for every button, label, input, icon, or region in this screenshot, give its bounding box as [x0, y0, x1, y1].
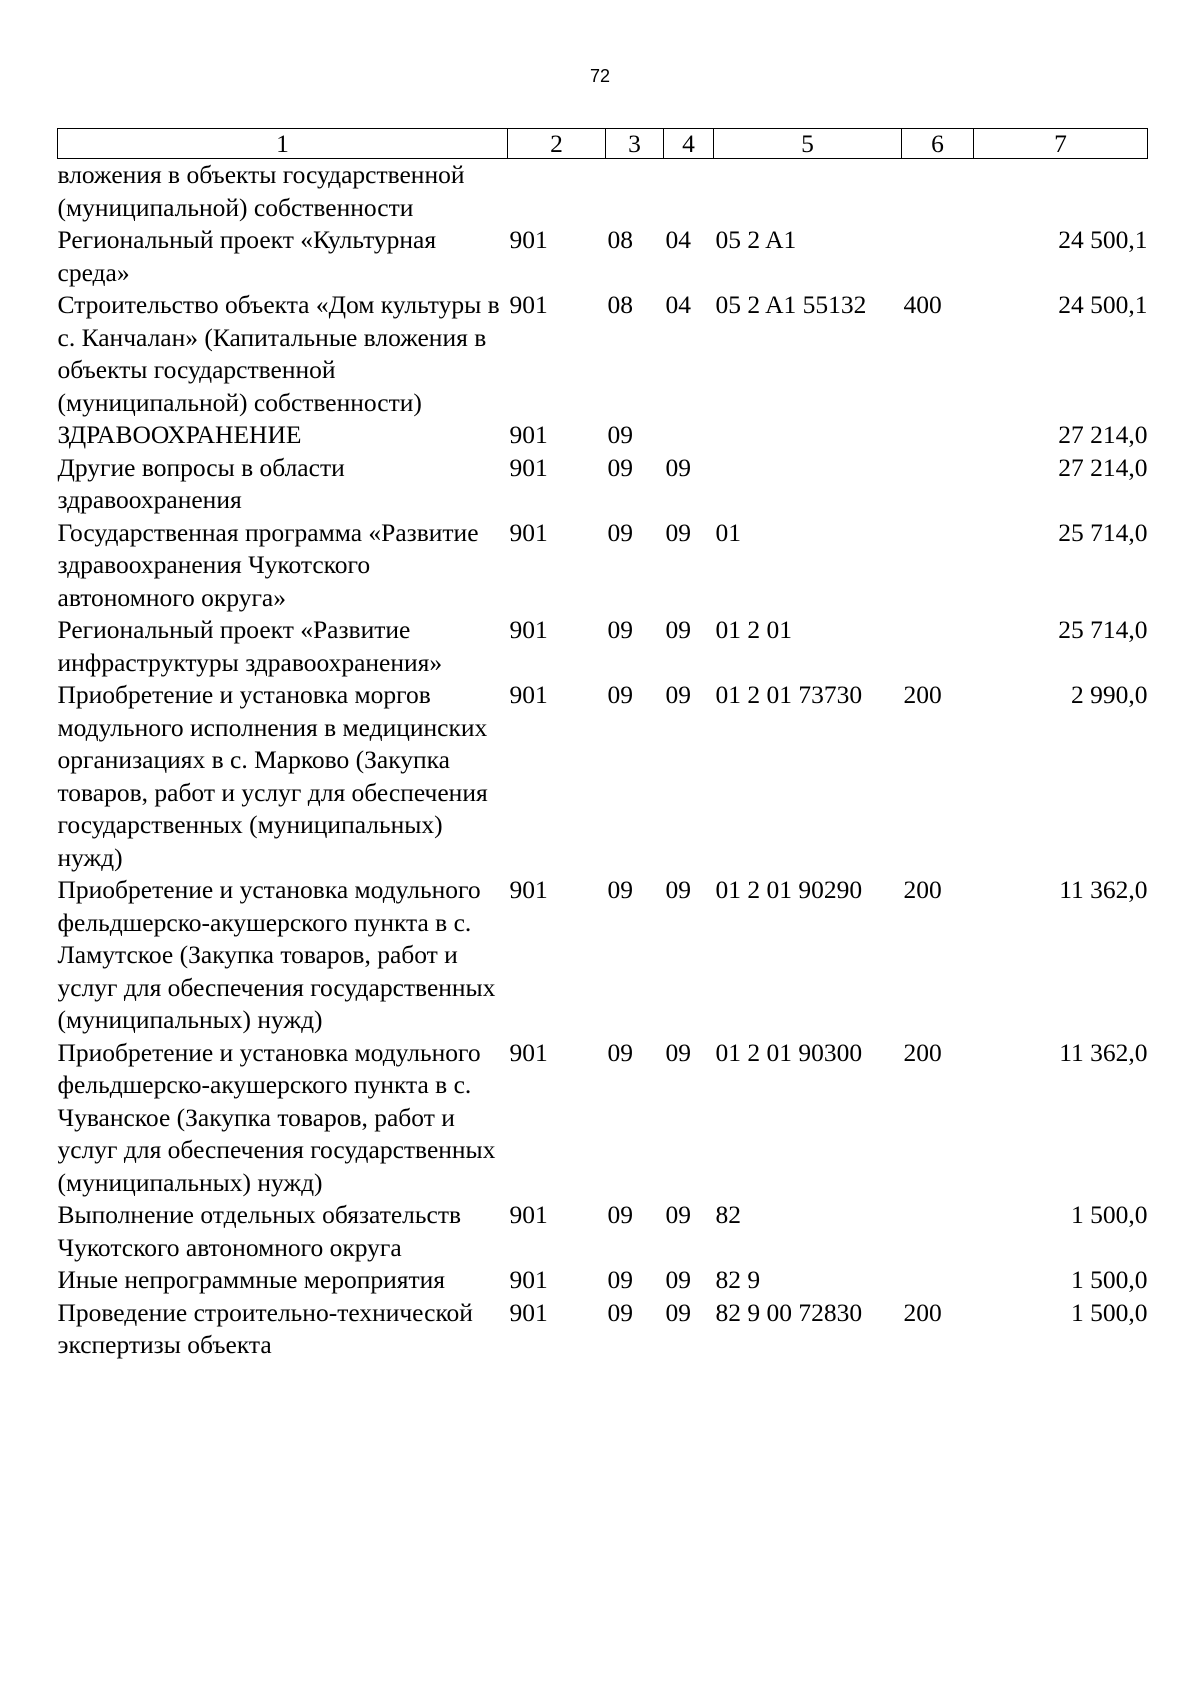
row-expense-type: 200 [903, 875, 942, 904]
row-name-cell: Приобретение и установка моргов модульного исполнения в медицинских организациях в с. Марково (Закупка товаров, работ и услуг для обеспечения государственных (муниципальных) нужд) [57, 680, 488, 872]
row-amount: 11 362,0 [1059, 1037, 1148, 1067]
table-row [58, 452, 1148, 517]
row-ministry-code: 901 [509, 225, 548, 254]
row-amount: 24 500,1 [1058, 225, 1148, 254]
table-row [58, 679, 1148, 874]
table-row [58, 517, 1148, 615]
row-ministry-code [508, 159, 606, 225]
row-section-code: 09 [607, 615, 633, 644]
row-section-code: 09 [607, 680, 633, 709]
row-expense-type: 200 [903, 1037, 942, 1067]
row-amount: 1 500,0 [1071, 1200, 1148, 1229]
row-expense-type [902, 1199, 974, 1264]
row-target-article: 01 2 01 90300 [715, 1037, 863, 1067]
row-expense-type [902, 1264, 974, 1297]
row-expense-type [902, 224, 974, 289]
row-expense-type [902, 159, 974, 225]
row-subsection-code: 09 [665, 875, 691, 904]
row-expense-type [902, 419, 974, 452]
table-row [58, 614, 1148, 679]
header-row [58, 129, 1148, 159]
row-section-code: 09 [607, 875, 633, 904]
row-ministry-code: 901 [509, 615, 548, 644]
row-section-code: 09 [607, 1265, 633, 1294]
row-section-code: 08 [607, 290, 633, 319]
row-ministry-code: 901 [509, 1200, 548, 1229]
table-row [58, 1264, 1148, 1297]
row-expense-type [902, 452, 974, 517]
row-subsection-code [664, 159, 714, 225]
row-section-code: 08 [607, 225, 633, 254]
row-ministry-code: 901 [509, 875, 548, 904]
header-cell-5: 5 [714, 129, 902, 159]
row-name-cell: Региональный проект «Развитие инфраструктуры здравоохранения» [57, 615, 443, 677]
row-ministry-code: 901 [509, 290, 548, 319]
row-target-article: 82 9 00 72830 [715, 1297, 863, 1327]
row-target-article: 82 9 [715, 1265, 761, 1294]
row-subsection-code [664, 419, 714, 452]
row-expense-type [902, 614, 974, 679]
table-row [58, 419, 1148, 452]
row-ministry-code: 901 [509, 1265, 548, 1294]
row-amount [974, 159, 1148, 225]
table-header [58, 129, 1148, 159]
header-cell-3: 3 [606, 129, 664, 159]
row-target-article: 01 2 01 [715, 615, 792, 644]
row-target-article: 05 2 A1 [715, 225, 797, 254]
header-cell-4: 4 [664, 129, 714, 159]
budget-table [57, 128, 1148, 1362]
row-ministry-code: 901 [509, 1297, 548, 1327]
row-amount: 24 500,1 [1058, 290, 1148, 319]
page-number: 72 [589, 66, 611, 86]
row-expense-type: 200 [903, 680, 942, 709]
row-name-cell: Региональный проект «Культурная среда» [57, 225, 437, 287]
row-amount: 11 362,0 [1059, 875, 1148, 904]
row-amount: 1 500,0 [1071, 1297, 1148, 1327]
row-expense-type: 200 [903, 1297, 942, 1327]
table-row [58, 1297, 1148, 1362]
row-name-cell: ЗДРАВООХРАНЕНИЕ [57, 420, 302, 449]
table-body [58, 159, 1148, 1362]
row-subsection-code: 09 [665, 615, 691, 644]
row-subsection-code: 09 [665, 680, 691, 709]
row-subsection-code: 09 [665, 1265, 691, 1294]
row-name-cell: Проведение строительно-технической экспертизы объекта [57, 1297, 473, 1359]
row-name-cell: Государственная программа «Развитие здравоохранения Чукотского автономного округа» [57, 517, 479, 612]
row-name-cell: Строительство объекта «Дом культуры в с. Канчалан» (Капитальные вложения в объекты государственной (муниципальной) собственности) [57, 290, 500, 417]
row-expense-type: 400 [903, 290, 942, 319]
row-amount: 27 214,0 [1058, 452, 1148, 482]
row-target-article: 82 [715, 1200, 741, 1229]
table-row [58, 1199, 1148, 1264]
row-amount: 25 714,0 [1058, 517, 1148, 547]
row-subsection-code: 09 [665, 1297, 691, 1327]
row-name-cell: Выполнение отдельных обязательств Чукотского автономного округа [57, 1200, 462, 1262]
row-name-cell: вложения в объекты государственной (муниципальной) собственности [57, 160, 465, 222]
row-section-code: 09 [607, 452, 633, 482]
row-subsection-code: 09 [665, 517, 691, 547]
row-target-article [714, 419, 902, 452]
row-subsection-code: 04 [665, 290, 691, 319]
row-section-code: 09 [607, 517, 633, 547]
row-section-code: 09 [607, 1200, 633, 1229]
row-ministry-code: 901 [509, 420, 548, 449]
row-name-cell: Иные непрограммные мероприятия [57, 1265, 446, 1294]
row-name-cell: Другие вопросы в области здравоохранения [57, 452, 345, 514]
row-ministry-code: 901 [509, 452, 548, 482]
row-expense-type [902, 517, 974, 615]
row-target-article [714, 159, 902, 225]
row-ministry-code: 901 [509, 680, 548, 709]
row-section-code [606, 159, 664, 225]
row-target-article: 01 2 01 73730 [715, 680, 863, 709]
row-target-article: 01 [715, 517, 741, 547]
header-cell-1: 1 [58, 129, 508, 159]
row-amount: 1 500,0 [1071, 1265, 1148, 1294]
row-target-article: 05 2 A1 55132 [715, 290, 867, 319]
row-target-article: 01 2 01 90290 [715, 875, 863, 904]
table-row [58, 289, 1148, 419]
table-row [58, 1037, 1148, 1200]
row-subsection-code: 09 [665, 452, 691, 482]
row-subsection-code: 04 [665, 225, 691, 254]
header-cell-7: 7 [974, 129, 1148, 159]
row-subsection-code: 09 [665, 1037, 691, 1067]
row-amount: 2 990,0 [1071, 680, 1148, 709]
header-cell-6: 6 [902, 129, 974, 159]
table-row [58, 159, 1148, 225]
row-name-cell: Приобретение и установка модульного фельдшерско-акушерского пункта в с. Ламутское (Закупка товаров, работ и услуг для обеспечения государственных (муниципальных) нужд) [57, 875, 496, 1034]
table-row [58, 224, 1148, 289]
row-section-code: 09 [607, 1297, 633, 1327]
budget-table-container [57, 128, 1147, 1362]
row-amount: 27 214,0 [1058, 420, 1148, 449]
row-ministry-code: 901 [509, 1037, 548, 1067]
table-row [58, 874, 1148, 1037]
row-ministry-code: 901 [509, 517, 548, 547]
row-target-article [714, 452, 902, 517]
row-section-code: 09 [607, 420, 633, 449]
row-name-cell: Приобретение и установка модульного фельдшерско-акушерского пункта в с. Чуванское (Закупка товаров, работ и услуг для обеспечения государственных (муниципальных) нужд) [57, 1037, 496, 1197]
header-cell-2: 2 [508, 129, 606, 159]
row-subsection-code: 09 [665, 1200, 691, 1229]
row-amount: 25 714,0 [1058, 615, 1148, 644]
row-section-code: 09 [607, 1037, 633, 1067]
